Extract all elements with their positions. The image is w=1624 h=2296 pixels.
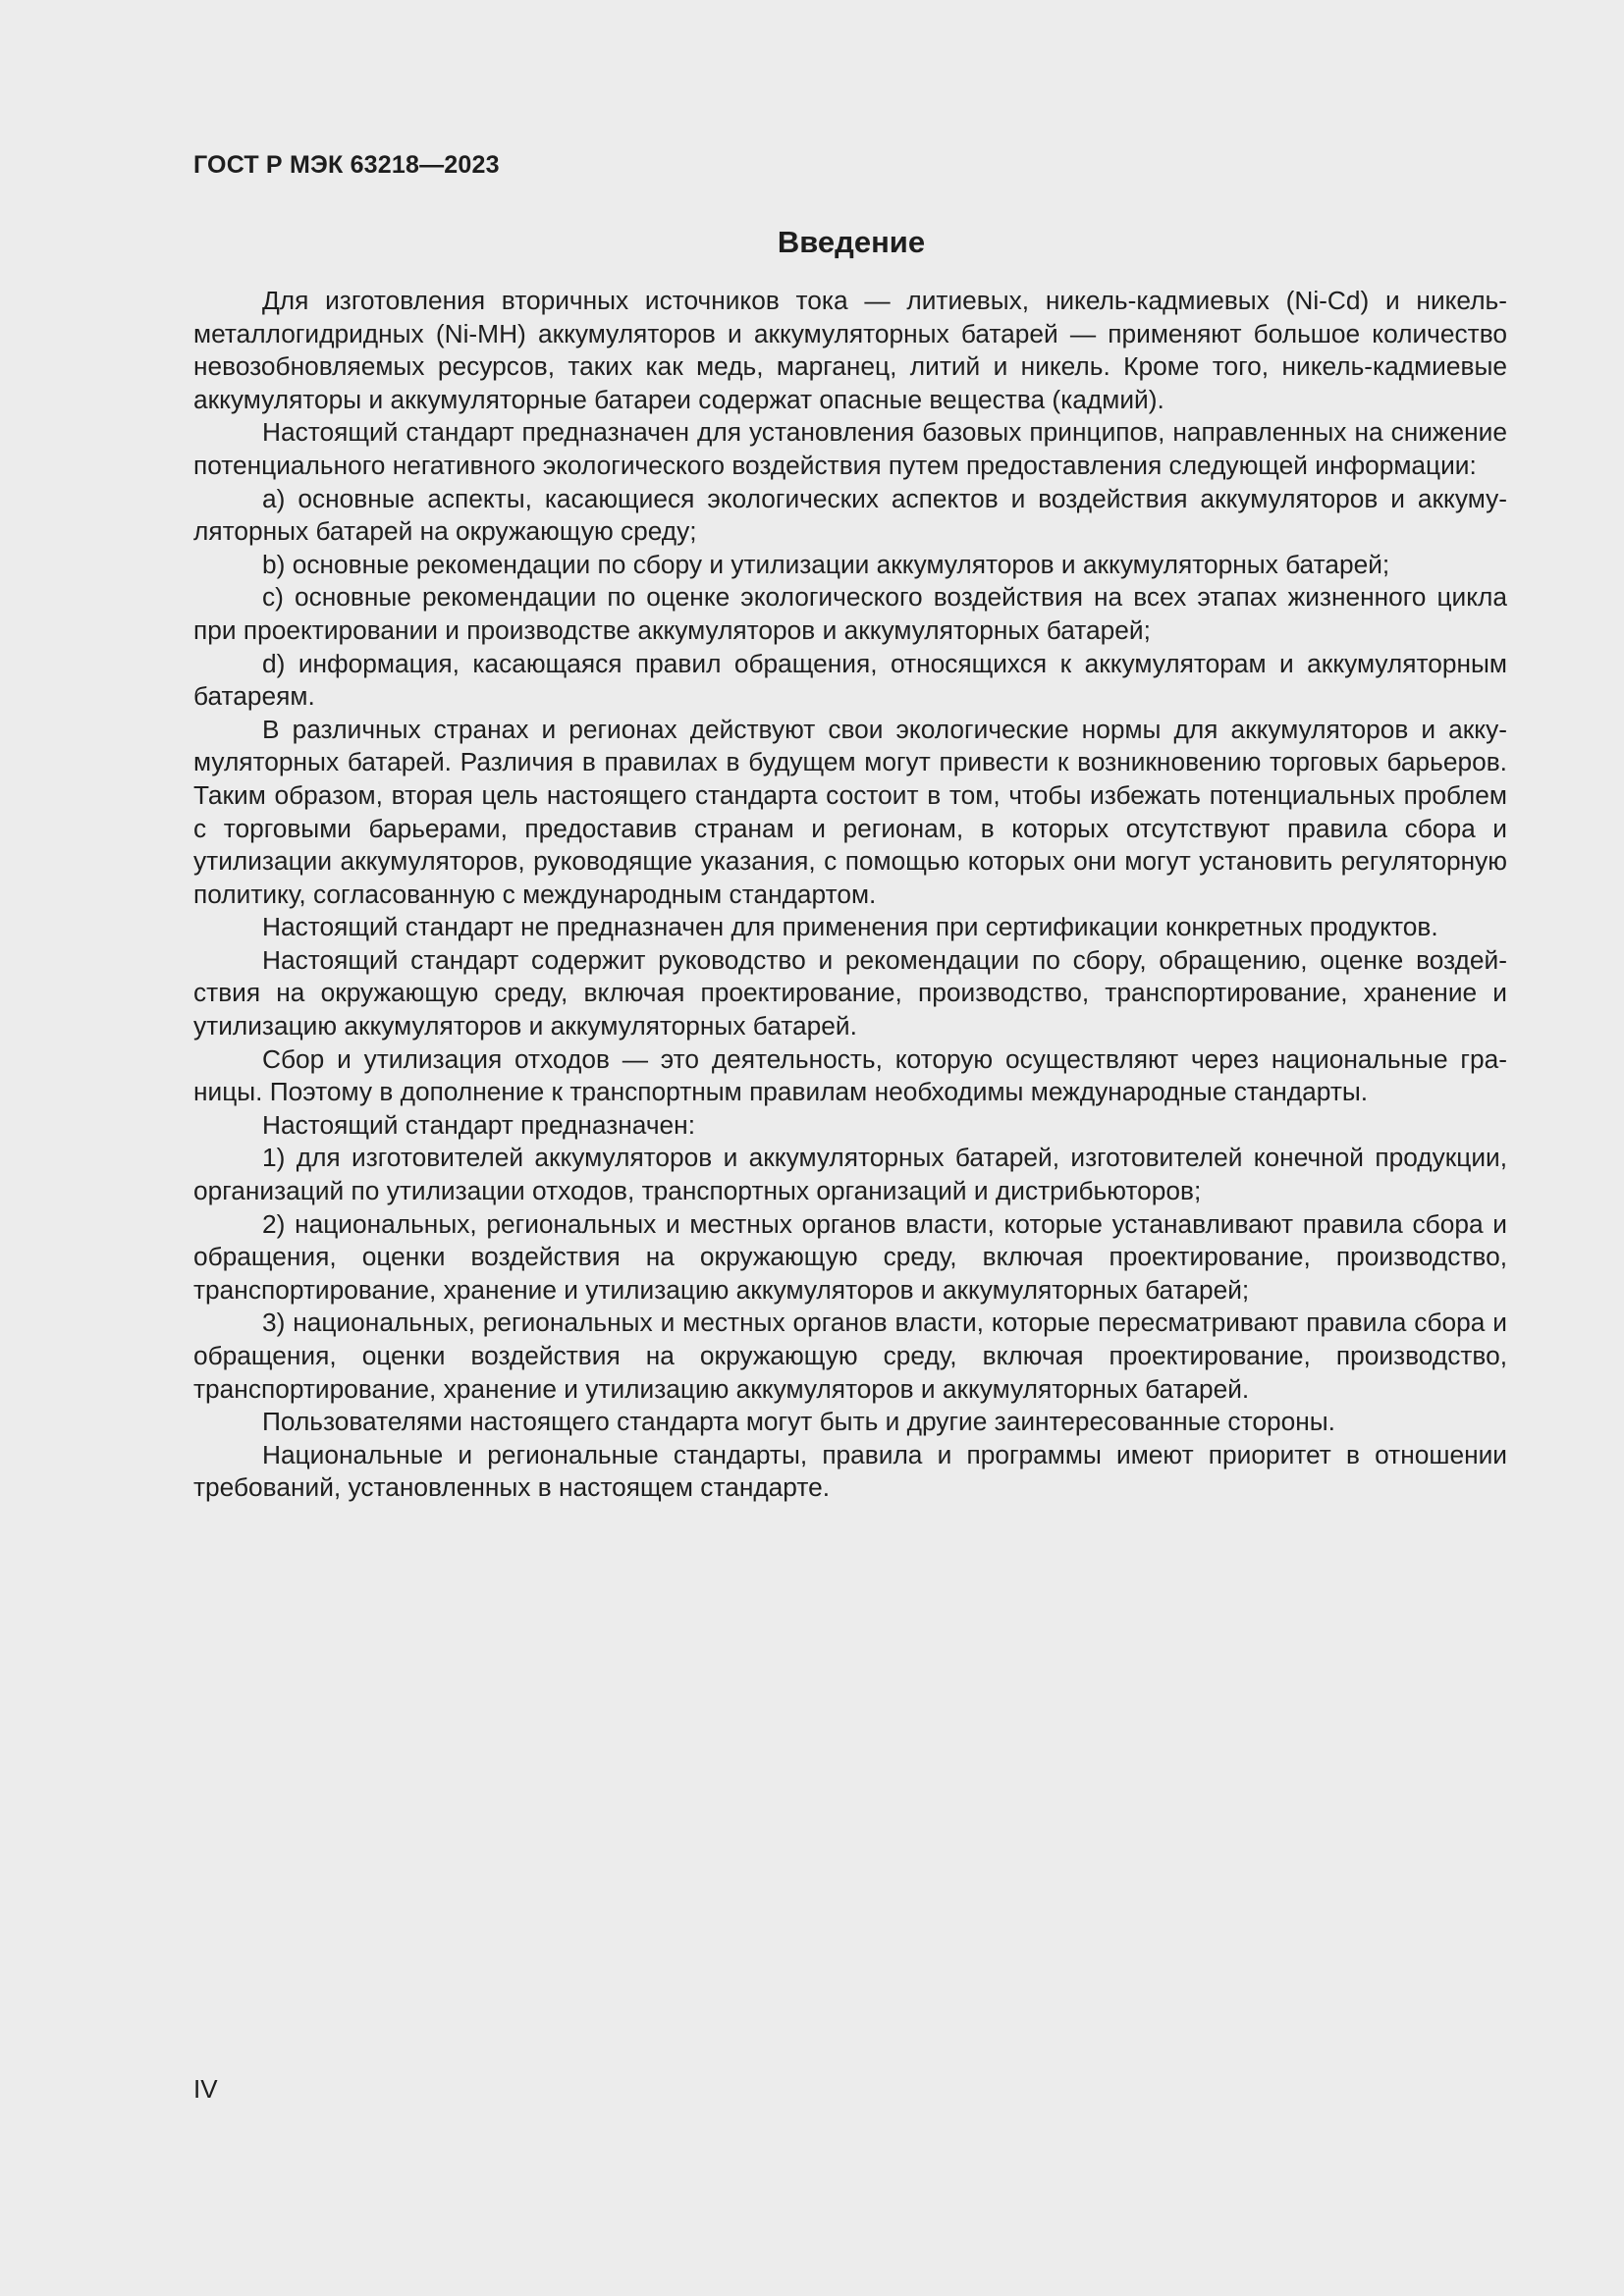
page-number: IV <box>193 2074 218 2104</box>
list-item: 1) для изготовителей аккумуляторов и аккумуляторных батарей, изготовителей конечной продукции, организаций по утилизации отходов, транспортных организаций и дистрибьюторов; <box>193 1143 1507 1206</box>
paragraph: Сбор и утилизация отходов — это деятельность, которую осуществляют через национальные границы. Поэтому в дополнение к транспортным правилам необходимы международные стандарты. <box>193 1043 1507 1107</box>
paragraph: Пользователями настоящего стандарта могут быть и другие заинтересованные стороны. <box>262 1407 1335 1437</box>
paragraph: Настоящий стандарт предназначен: <box>262 1109 695 1140</box>
paragraph: Настоящий стандарт содержит руководство и рекомендации по сбору, обращению, оценке воздействия на окружающую среду, включая проектирование, производство, транспортирование, хранение и утилизацию аккумуляторов и аккумуляторных батарей. <box>193 944 1507 1041</box>
list-item: c) основные рекомендации по оценке экологического воздействия на всех этапах жизненного цикла при проектировании и производстве аккумуляторов и аккумуляторных батарей; <box>193 582 1507 645</box>
introduction-body <box>193 285 1507 1505</box>
list-item: 3) национальных, региональных и местных органов власти, которые пересматривают правила сбора и обращения, оценки воздействия на окружающую среду, включая проектирование, производство, транспортирование, хранение и утилизацию аккумуляторов и аккумуляторных батарей. <box>193 1308 1507 1404</box>
paragraph: Настоящий стандарт не предназначен для применения при сертификации конкретных продуктов. <box>262 912 1438 942</box>
list-item: b) основные рекомендации по сбору и утилизации аккумуляторов и аккумуляторных батарей; <box>262 549 1390 579</box>
paragraph: Для изготовления вторичных источников тока — литиевых, никель-кадмиевых (Ni-Cd) и никель-металлогидридных (Ni-MH) аккумуляторов и аккумуляторных батарей — применяют большое количество невозобновляемых ресурсов, таких как медь, марганец, литий и никель. Кроме того, никель-кадмиевые аккумуляторы и аккумуляторные батареи содержат опасные вещества (кадмий). <box>193 286 1507 414</box>
list-item: d) информация, касающаяся правил обращения, относящихся к аккумуляторам и аккумуляторным батареям. <box>193 648 1507 712</box>
paragraph: В различных странах и регионах действуют свои экологические нормы для аккумуляторов и аккумуляторных батарей. Различия в правилах в будущем могут привести к возникновению торговых барьеров. Таким образом, вторая цель настоящего стандарта состоит в том, чтобы избежать потенциальных проблем с торговыми барьерами, предоставив странам и регионам, в которых отсутствуют правила сбора и утилизации аккумуляторов, руководящие указания, с помощью которых они могут установить регуляторную политику, согласованную с международным стандартом. <box>193 714 1507 909</box>
list-item: a) основные аспекты, касающиеся экологических аспектов и воздействия аккумуляторов и аккумуляторных батарей на окружающую среду; <box>193 483 1507 547</box>
list-item: 2) национальных, региональных и местных органов власти, которые устанавливают правила сбора и обращения, оценки воздействия на окружающую среду, включая проектирование, производство, транспортирование, хранение и утилизацию аккумуляторов и аккумуляторных батарей; <box>193 1208 1507 1305</box>
document-number: ГОСТ Р МЭК 63218—2023 <box>193 151 500 179</box>
paragraph: Настоящий стандарт предназначен для установления базовых принципов, направленных на снижение потенциального негативного экологического воздействия путем предоставления следующей информации: <box>193 417 1507 480</box>
paragraph: Национальные и региональные стандарты, правила и программы имеют приоритет в отношении требований, установленных в настоящем стандарте. <box>193 1439 1507 1503</box>
section-title: Введение <box>777 225 926 259</box>
